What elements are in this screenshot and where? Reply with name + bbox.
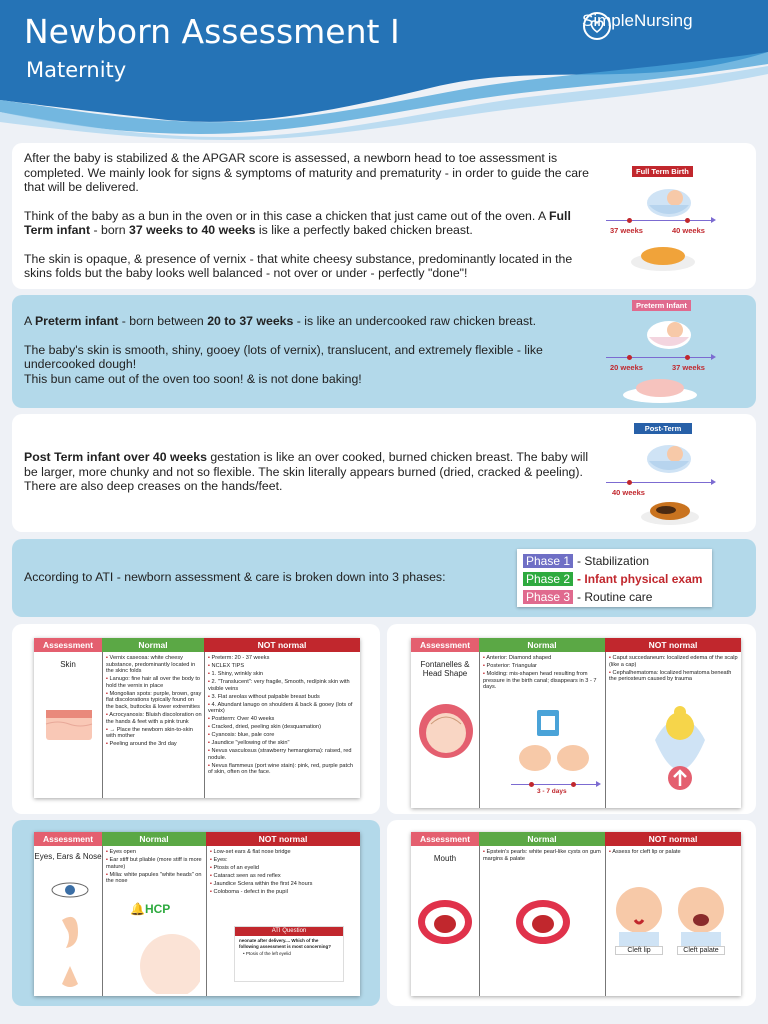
phase-item <box>523 570 706 588</box>
list-item: ▪ Acrocyanosis: Bluish discoloration on the hands & feet with a pink trunk <box>106 711 202 725</box>
list-item: ▪ 4. Abundant lanugo on shoulders & back & gooey (lots of vernix) <box>208 701 353 715</box>
list-item: ▪ Cataract seen as red reflex <box>210 872 281 879</box>
list-item: ▪ Lanugo: fine hair all over the body to hold the vernix in place <box>106 676 201 689</box>
baby-bundle-icon <box>645 439 693 475</box>
baby-head-icon <box>417 702 475 760</box>
list-item: ▪ Posterior: Triangular <box>483 662 537 669</box>
phase-badge: Phase 1 <box>523 554 573 568</box>
phase-item <box>523 588 706 606</box>
eyes-card <box>12 820 380 1006</box>
preterm-bun: This bun came out of the oven too soon! & is not done baking! <box>24 371 362 386</box>
cleft-lip-baby-icon <box>611 880 667 950</box>
list-item: ▪ Ptosis of an eyelid <box>210 864 259 871</box>
list-item: ▪ Assess for cleft lip or palate <box>609 849 681 855</box>
eyes-table <box>34 832 360 996</box>
eyes-not-normal-list <box>210 849 358 897</box>
postterm-tag: Post-Term <box>634 423 692 434</box>
skin-card <box>12 624 380 814</box>
eye-ear-nose-icon <box>48 880 92 992</box>
full-term-text <box>24 151 594 295</box>
phase-text: - Infant physical exam <box>577 572 703 586</box>
timeline-dot <box>529 782 534 787</box>
skin-layers-icon <box>44 704 94 744</box>
list-item: ▪ Epstein's pearls: white pearl-like cysts on gum margins & palate <box>483 849 601 862</box>
table-header: Assessment Normal NOT normal <box>34 638 360 652</box>
list-item: ▪ Coloboma - defect in the pupil <box>210 888 288 895</box>
skin-normal-list <box>106 655 202 749</box>
mouth-normal-list <box>483 849 603 864</box>
fontanelles-not-normal-list <box>609 655 739 684</box>
raw-chicken-icon <box>622 374 698 404</box>
postterm-timeline <box>606 482 712 483</box>
caput-baby-icon <box>645 700 715 800</box>
list-item: ▪ NCLEX TIPS <box>208 662 245 669</box>
phases-box <box>517 549 712 607</box>
cleft-lip-label: Cleft lip <box>615 946 663 955</box>
list-item: ▪ Mongolian spots: purple, brown, gray flat discolorations typically found on the back, buttocks & lower extremities <box>106 690 202 710</box>
burned-chicken-icon <box>640 498 700 526</box>
table-header: Assessment Normal NOT normal <box>411 638 741 652</box>
ati-question-box: ATI Question neonate after delivery.... Which of the following assessment is most concerning? • Ptosis of the left eyelid <box>234 926 344 982</box>
baby-face-icon <box>130 924 200 994</box>
assessment-label: Mouth <box>433 854 457 863</box>
molding-timeline <box>511 784 597 785</box>
timeline-dot <box>627 480 632 485</box>
full-term-skin: The skin is opaque, & presence of vernix - that white cheesy substance, predominantly located in the skins folds but the baby looks well balanced - not over or under - perfectly "done"! <box>24 251 573 280</box>
preterm-tag: Preterm Infant <box>632 300 691 311</box>
phase-text: - Routine care <box>577 590 653 604</box>
preterm-timeline <box>606 357 712 358</box>
preterm-text <box>24 314 594 400</box>
timeline-dot <box>685 355 690 360</box>
brand-name: SimpleNursing <box>582 11 693 30</box>
phase-badge: Phase 2 <box>523 572 573 586</box>
fontanelles-table <box>411 638 741 808</box>
full-term-tag: Full Term Birth <box>632 166 693 177</box>
baby-bundle-icon <box>645 315 693 351</box>
list-item: ▪ Postterm: Over 40 weeks <box>208 716 275 723</box>
list-item: ▪ Low-set ears & flat nose bridge <box>210 849 291 855</box>
full-term-timeline <box>606 220 712 221</box>
list-item: ▪ Caput succedaneum: localized edema of the scalp (like a cap) <box>609 655 738 668</box>
list-item: ▪ Cyanosis: blue, pale core <box>208 732 275 739</box>
cleft-palate-label: Cleft palate <box>677 946 725 955</box>
phase-badge: Phase 3 <box>523 590 573 604</box>
page-subtitle: Maternity <box>26 58 127 82</box>
week-label: 20 weeks <box>610 363 643 372</box>
list-item: ▪ Ear stiff but pliable (more stiff is more mature) <box>106 856 202 870</box>
timeline-dot <box>685 218 690 223</box>
ati-text: According to ATI - newborn assessment & care is broken down into 3 phases: <box>24 570 446 584</box>
list-item: ▪ Nevus flammeus (port wine stain): pink, red, purple patch of skin, often on the face. <box>208 762 354 776</box>
list-item: ▪ Eyes: <box>210 856 228 863</box>
brand-logo <box>582 11 693 31</box>
list-item: ▪ 3. Flat areolas without palpable breast buds <box>208 693 320 700</box>
assessment-label: Skin <box>60 660 76 669</box>
list-item: ▪ Jaundice "yellowing of the skin" <box>208 740 290 747</box>
week-label: 37 weeks <box>672 363 705 372</box>
list-item: ▪ 2. "Translucent": very fragile, Smooth, red/pink skin with visible veins <box>208 678 350 692</box>
mouth-table <box>411 832 741 996</box>
fontanelles-card <box>387 624 756 814</box>
list-item: ▪ Peeling around the 3rd day <box>106 741 177 748</box>
baked-chicken-icon <box>630 242 696 272</box>
page-title: Newborn Assessment I <box>24 12 400 51</box>
skin-not-normal-list <box>208 655 358 777</box>
skin-table <box>34 638 360 798</box>
week-label: 40 weeks <box>672 226 705 235</box>
phase-item <box>523 552 706 570</box>
open-mouth-icon <box>417 894 473 950</box>
eyes-normal-list <box>106 849 204 886</box>
list-item: ▪ Eyes open <box>106 849 136 855</box>
preterm-card <box>12 295 756 408</box>
open-mouth-icon <box>515 894 571 950</box>
timeline-dot <box>571 782 576 787</box>
preterm-skin: The baby's skin is smooth, shiny, gooey (lots of vernix), translucent, and extremely flexible - like undercooked dough! <box>24 342 543 371</box>
header <box>0 0 768 140</box>
list-item: ▪ Vernix caseosa: white cheesy substance, predominantly located in the skinc folds <box>106 655 196 675</box>
assessment-label: Eyes, Ears & Nose <box>34 852 102 861</box>
timeline-dot <box>627 218 632 223</box>
list-item: ▪ Preterm: 20 - 37 weeks <box>208 655 270 661</box>
list-item: ▪ 1. Shiny, wrinkly skin <box>208 670 264 677</box>
full-term-analogy: Think of the baby as a bun in the oven or in this case a chicken that just came out of the oven. A Full Term infant - born 37 weeks to 40 weeks is like a perfectly baked chicken breast. <box>24 208 571 237</box>
list-item: ▪ Cracked, dried, peeling skin (desquamation) <box>208 724 321 731</box>
list-item: ▪ → Place the newborn skin-to-skin with mother <box>106 726 193 740</box>
stethoscope-heart-icon <box>582 11 612 41</box>
list-item: ▪ Nevus vasculosus (strawberry hemangioma): raised, red nodule. <box>208 748 352 761</box>
list-item: ▪ Milia: white papules "white heads" on the nose <box>106 871 202 885</box>
hcp-label: 🔔HCP <box>130 902 171 916</box>
cleft-palate-baby-icon <box>673 880 729 950</box>
postterm-card <box>12 414 756 532</box>
week-label: 37 weeks <box>610 226 643 235</box>
mouth-card <box>387 820 756 1006</box>
table-header: Assessment Normal NOT normal <box>411 832 741 846</box>
list-item: ▪ Jaundice Sclera within the first 24 hours <box>210 880 313 887</box>
postterm-analogy: Post Term infant over 40 weeks gestation is like an over cooked, burned chicken breast. The baby will be larger, more chunky and not so flexible. The skin literally appears burned (dried, cracked & peeling). There are also deep creases on the hands/feet. <box>24 450 589 493</box>
timeline-dot <box>627 355 632 360</box>
days-label: 3 - 7 days <box>537 788 567 795</box>
assessment-label: Fontanelles & Head Shape <box>420 660 470 678</box>
list-item: ▪ Molding: mis-shapen head resulting from pressure in the birth canal; disappears in 3 - 7 days. <box>483 670 597 691</box>
week-label: 40 weeks <box>612 488 645 497</box>
list-item: ▪ Cephalhematoma: localized hematoma beneath the periosteum caused by trauma <box>609 669 732 683</box>
list-item: ▪ Anterior: Diamond shaped <box>483 655 552 661</box>
phase-text: - Stabilization <box>577 554 650 568</box>
molding-heads-icon <box>515 710 595 780</box>
preterm-analogy: A Preterm infant - born between 20 to 37 weeks - is like an undercooked raw chicken breast. <box>24 314 536 328</box>
baby-bundle-icon <box>645 183 693 219</box>
full-term-intro: After the baby is stabilized & the APGAR score is assessed, a newborn head to toe assessment is completed. We mainly look for signs & symptoms of maturity and prematurity - in order to guide the care that will be delivered. <box>24 151 589 194</box>
fontanelles-normal-list <box>483 655 603 692</box>
full-term-card <box>12 143 756 289</box>
postterm-text <box>24 450 594 508</box>
mouth-not-normal-list <box>609 849 739 857</box>
table-header: Assessment Normal NOT normal <box>34 832 360 846</box>
